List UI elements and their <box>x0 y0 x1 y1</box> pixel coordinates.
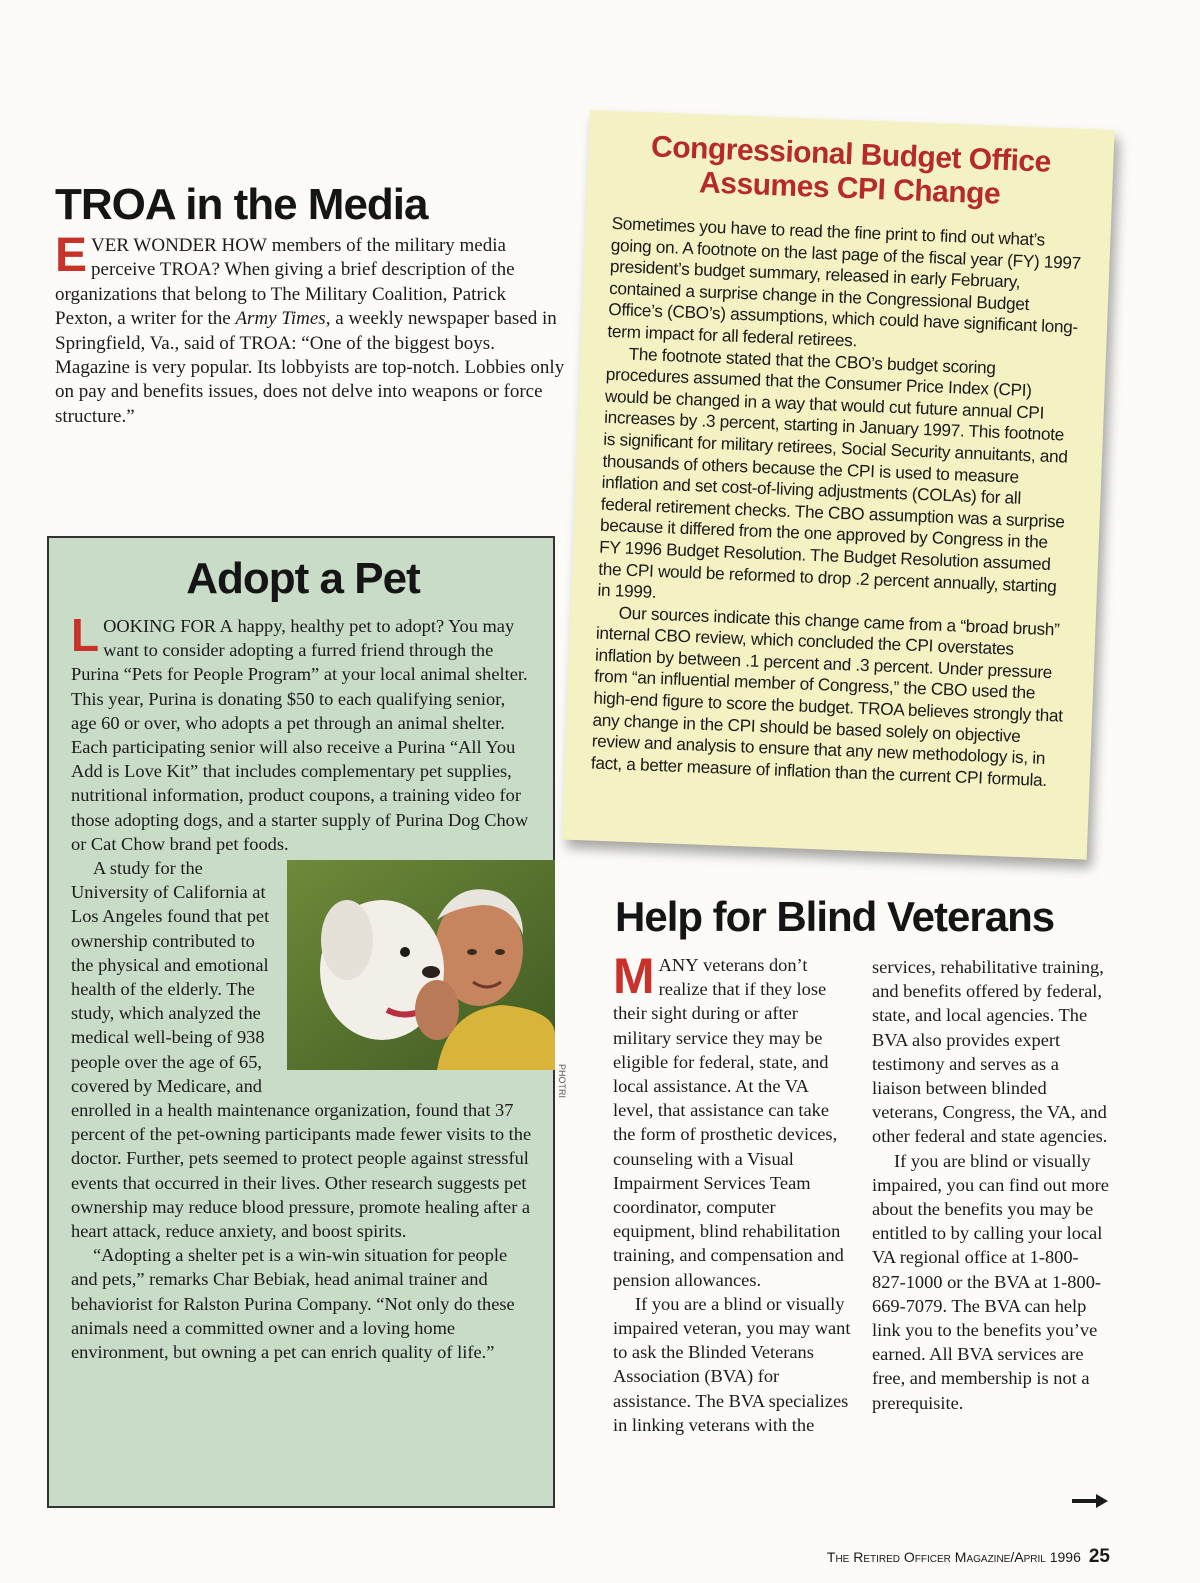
troa-text-2: , a weekly newspaper based in Springfield, Va., said of TROA: “One of the biggest boys. Magazine is very popular. Its lobbyists are top-notch. Lobbies only on pay and benefits issues, does not delve into weapons or force structure.” <box>55 308 565 427</box>
pet-body <box>71 609 535 1364</box>
dog-nose <box>422 966 440 978</box>
pet-lead: OOKING FOR A <box>103 616 233 636</box>
photo-illustration <box>287 860 555 1070</box>
man-eye <box>467 949 477 955</box>
cbo-paragraph-2: The footnote stated that the CBO’s budget scoring procedures assumed that the Consumer Price Index (CPI) would be changed in a way that would cut future annual CPI increases by .3 percent, starting in January 1997. This footnote is significant for military retirees, Social Security annuitants, and thousands of others because the CPI is used to measure inflation and set cost-of-living adjustments (COLAs) for all federal retirement checks. The CBO assumption was a surprise because it differed from the one approved by Congress in the FY 1996 Budget Resolution. The Budget Resolution assumed the CPI would be reformed to drop .2 percent annually, starting in 1999. <box>597 343 1069 602</box>
cbo-headline-line2: Assumes CPI Change <box>698 166 1001 211</box>
blind-col2-paragraph-1: services, rehabilitative training, and benefits offered by federal, state, and local agencies. The BVA also provides expert testimony and serves as a liaison between blinded veterans, Congress, the VA, and other federal and state agencies. <box>872 957 1108 1147</box>
troa-body <box>55 229 565 429</box>
cbo-paragraph-3: Our sources indicate this change came from a “broad brush” internal CBO review, which concluded the CPI overstates inflation by between .1 percent and .3 percent. Under pressure from “an influential member of Congress,” the CBO used the high-end figure to score the budget. TROA believes strongly that any change in the CPI should be based solely on objective review and analysis to ensure that any new methodology is, in fact, a better measure of inflation than the current CPI formula. <box>590 602 1064 790</box>
pet-paragraph-3: “Adopting a shelter pet is a win-win situation for people and pets,” remarks Char Bebiak, head animal trainer and behaviorist for Ralston Purina Company. “Not only do these animals need a committed owner and a loving home environment, but owning a pet can enrich quality of life.” <box>71 1245 515 1363</box>
blind-col1-text <box>613 948 851 1437</box>
blind-column-2 <box>872 955 1112 1415</box>
cbo-box <box>562 110 1115 860</box>
footer-magazine: The Retired Officer Magazine/April 1996 <box>826 1549 1081 1565</box>
troa-article <box>55 180 565 429</box>
page-number: 25 <box>1088 1546 1110 1567</box>
blind-paragraph-2: If you are a blind or visually impaired veteran, you may want to ask the Blinded Veterans Association (BVA) for assistance. The BVA specializes in linking veterans with the <box>613 1293 851 1435</box>
troa-lead: VER WONDER HOW <box>91 235 267 256</box>
pet-p1-rest: happy, healthy pet to adopt? You may want to consider adopting a furred friend through the Purina “Pets for People Program” at your local animal shelter. This year, Purina is donating $50 to each qualifying senior, age 60 or over, who adopts a pet through an animal shelter. Each participating senior will also receive a Purina “All You Add is Love Kit” that includes complementary pet supplies, nutritional information, product coupons, a training video for those adopting dogs, and a starter supply of Purina Dog Chow or Cat Chow brand pet foods. <box>71 616 529 854</box>
pet-paragraph-2: A study for the University of California at Los Angeles found that pet ownership contributed to the physical and emotional health of the elderly. The study, which analyzed the medical well-being of 938 people over the age of 65, covered by Medicare, and enrolled in a health maintenance organization, found that 37 percent of the pet-owning participants made fewer visits to the doctor. Further, pets seemed to protect people against stressful events that occurred in their lives. Other research suggests pet ownership may reduce blood pressure, promote healing after a heart attack, reduce anxiety, and boost spirits. <box>71 858 532 1242</box>
blind-drop-cap: M <box>613 948 655 1004</box>
troa-text-1: members of the military media perceive TROA? When giving a brief description of the organizations that belong to The Military Coalition, Patrick Pexton, a writer for the <box>55 235 515 330</box>
pet-drop-cap: L <box>71 609 100 661</box>
man-with-dog-photo <box>287 860 555 1070</box>
man-eye <box>495 949 505 955</box>
pet-headline: Adopt a Pet <box>186 554 420 603</box>
blind-p1-rest: veterans don’t realize that if they lose their sight during or after military service they may be eligible for federal, state, and local assistance. At the VA level, that assistance can take the form of prosthetic devices, counseling with a Visual Impairment Services Team coordinator, computer equipment, blind rehabilitation training, and compensation and pension allowances. <box>613 955 844 1290</box>
pet-paragraph-1 <box>71 609 535 856</box>
troa-publication: Army Times <box>235 308 326 330</box>
blind-col2-paragraph-2: If you are blind or visually impaired, you can find out more about the benefits you may be entitled to by calling your local VA regional office at 1-800-827-1000 or the BVA at 1-800-669-7079. The BVA can help link you to the benefits you’ve earned. All BVA services are free, and membership is not a prerequisite. <box>872 1150 1109 1413</box>
arrow-shape <box>1072 1494 1108 1508</box>
blind-col2-text <box>872 955 1112 1415</box>
photo-credit: PHOTRI <box>557 1064 567 1099</box>
cbo-body <box>591 213 1085 792</box>
dog-eye <box>400 947 410 957</box>
adopt-pet-box <box>47 536 555 1508</box>
cbo-headline-line1: Congressional Budget Office <box>650 130 1052 179</box>
cbo-sidebar <box>562 110 1115 860</box>
dog-ear <box>321 900 373 980</box>
continue-arrow-icon <box>1072 1494 1108 1513</box>
blind-column-1 <box>613 948 851 1437</box>
blind-headline: Help for Blind Veterans <box>615 893 1055 940</box>
blind-lead: ANY <box>658 955 699 975</box>
page-footer <box>810 1546 1110 1568</box>
troa-headline: TROA in the Media <box>55 180 428 229</box>
troa-drop-cap: E <box>55 229 88 282</box>
blind-paragraph-1 <box>613 948 851 1292</box>
man-hand <box>415 980 459 1040</box>
cbo-paragraph-1: Sometimes you have to read the fine print to find out what’s going on. A footnote on the last page of the fiscal year (FY) 1997 president’s budget summary, released in early February, contained a surprise change in the Congressional Budget Office’s (CBO’s) assumptions, which could have significant long-term impact for all federal retirees. <box>607 212 1082 351</box>
cbo-headline <box>613 129 1088 215</box>
